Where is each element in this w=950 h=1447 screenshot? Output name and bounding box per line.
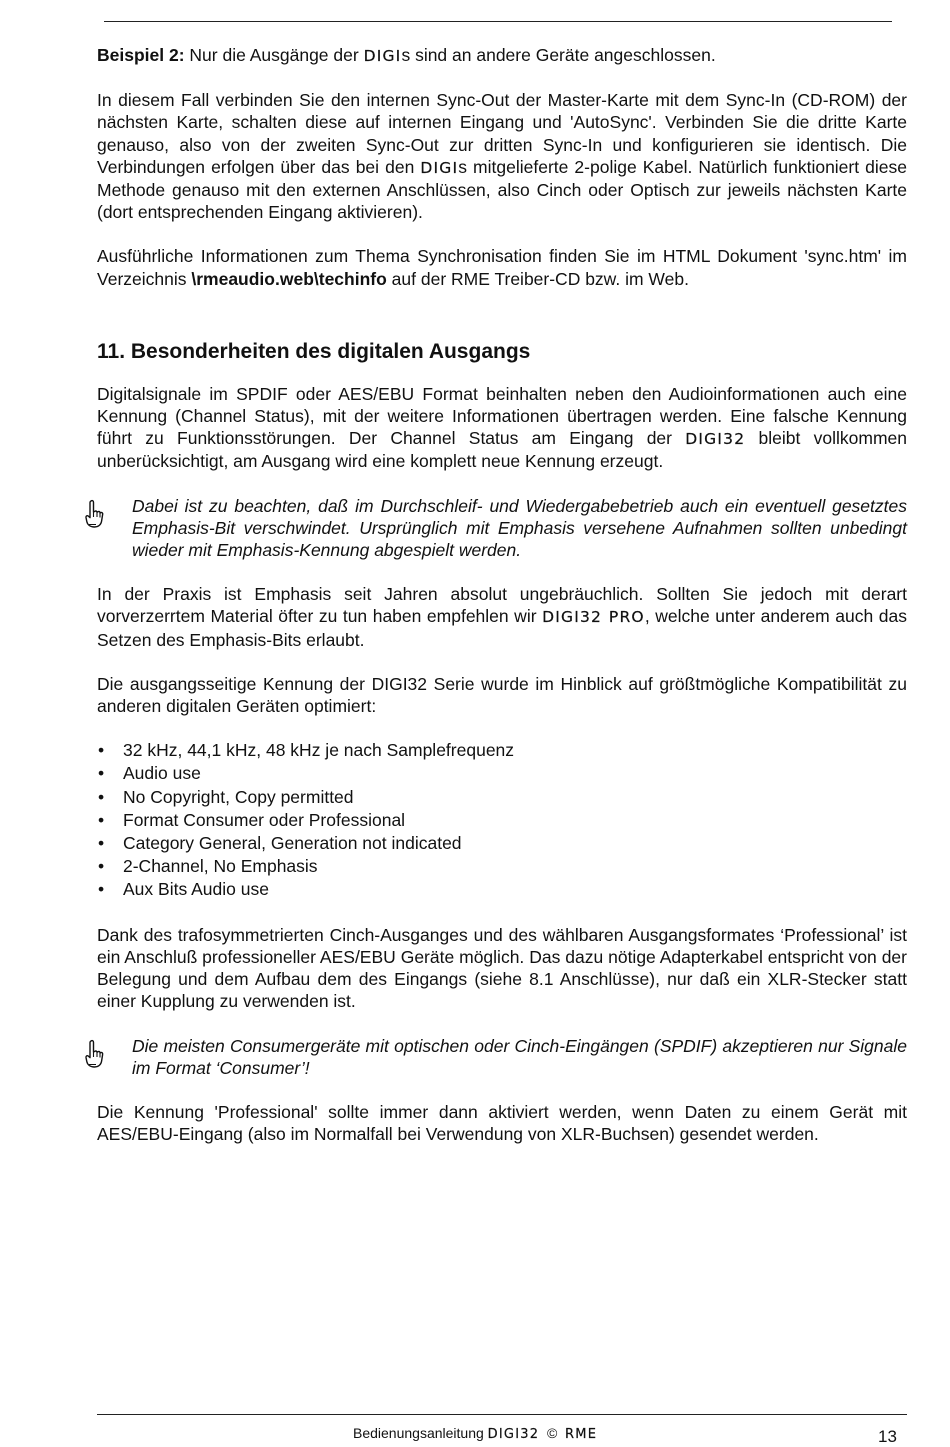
list-item <box>97 809 907 832</box>
techinfo-path: \rmeaudio.web\techinfo <box>191 268 387 289</box>
note-emphasis-text: Dabei ist zu beachten, daß im Durchschleif- und Wiedergabebetrieb auch ein eventuell gesetztes Emphasis-Bit verschwindet. Ursprünglich mit Emphasis versehene Aufnahmen sollten unbedingt wieder mit Emphasis-Kennung abgespielt werden. <box>132 495 907 561</box>
bullet-marker: • <box>98 856 105 877</box>
bullet-marker: • <box>98 833 105 854</box>
footer-rme-logo: RME <box>565 1427 598 1442</box>
digital-signals-paragraph: Digitalsignale im SPDIF oder AES/EBU Format beinhalten neben den Audioinformationen auch eine Kennung (Channel Status), mit der weitere Informationen übertragen werden. Eine falsche Kennung führt zu Funktionsstörungen. Der Channel Status am Eingang der DIGI32 bleibt vollkommen unberücksichtigt, am Ausgang wird eine komplett neue Kennung erzeugt. <box>97 383 908 472</box>
footer-title: Bedienungsanleitung DIGI32 © RME <box>353 1425 598 1442</box>
list-item-text: Audio use <box>123 763 201 784</box>
footer-digi32-logo: DIGI32 <box>487 1427 540 1442</box>
bullet-marker: • <box>98 786 105 807</box>
list-item <box>97 832 907 855</box>
digi-logo-text: DIGI <box>363 47 402 65</box>
list-item-text: 32 kHz, 44,1 kHz, 48 kHz je nach Samplefrequenz <box>123 740 515 761</box>
professional-paragraph: Dank des trafosymmetrierten Cinch-Ausganges und des wählbaren Ausgangsformates ‘Professional’ ist ein Anschluß professioneller AES/EBU Geräte möglich. Das dazu nötige Adapterkabel entspricht von der Belegung und dem Aufbau dem des Eingangs (siehe 8.1 Anschlüsse), nur daß ein XLR-Stecker statt einer Kupplung zu verwenden ist. <box>97 924 907 1012</box>
example-text-end: s sind an andere Geräte angeschlossen. <box>401 45 716 65</box>
list-item <box>97 786 907 809</box>
compatibility-paragraph: Die ausgangsseitige Kennung der DIGI32 Serie wurde im Hinblick auf größtmögliche Kompatibilität zu anderen digitalen Geräten optimiert: <box>97 673 907 717</box>
example-label: Beispiel 2: <box>97 45 185 65</box>
digi-logo-text: DIGI <box>420 158 459 177</box>
list-item <box>97 739 907 762</box>
channel-status-list <box>97 739 907 901</box>
section-heading: 11. Besonderheiten des digitalen Ausgangs <box>97 339 531 363</box>
list-item-text: Aux Bits Audio use <box>123 879 269 900</box>
bullet-marker: • <box>98 763 105 784</box>
list-item-text: 2-Channel, No Emphasis <box>123 856 318 877</box>
pointing-hand-icon <box>83 499 105 529</box>
list-item <box>97 762 907 785</box>
list-item <box>97 878 907 901</box>
info-paragraph: Ausführliche Informationen zum Thema Synchronisation finden Sie im HTML Dokument 'sync.htm' im Verzeichnis \rmeaudio.web\techinfo auf der RME Treiber-CD bzw. im Web. <box>97 246 907 289</box>
example-paragraph <box>97 44 907 67</box>
page-number: 13 <box>878 1427 897 1446</box>
footer-rule <box>97 1414 907 1415</box>
list-item-text: Category General, Generation not indicated <box>123 833 462 854</box>
list-item <box>97 855 907 878</box>
note-consumer-text: Die meisten Consumergeräte mit optischen oder Cinch-Eingängen (SPDIF) akzeptieren nur Signale im Format ‘Consumer’! <box>132 1035 907 1078</box>
note-emphasis <box>97 495 907 562</box>
header-rule <box>104 21 892 22</box>
list-item-text: No Copyright, Copy permitted <box>123 786 354 807</box>
bullet-marker: • <box>98 809 105 830</box>
emphasis-paragraph: In der Praxis ist Emphasis seit Jahren absolut ungebräuchlich. Sollten Sie jedoch mit derart vorverzerrtem Material öfter zu tun haben empfehlen wir DIGI32 PRO, welche unter anderem auch das Setzen des Emphasis-Bits erlaubt. <box>97 584 907 650</box>
digi32-pro-logo-text: DIGI32 PRO <box>542 608 645 627</box>
digi32-logo-text: DIGI32 <box>685 430 746 449</box>
note-consumer <box>97 1035 907 1079</box>
sync-paragraph: In diesem Fall verbinden Sie den internen Sync-Out der Master-Karte mit dem Sync-In (CD-ROM) der nächsten Karte, schalten diese auf internen Eingang und 'AutoSync'. Verbinden Sie die dritte Karte genauso, also von der zweiten Sync-Out zur dritten Sync-In und konfigurieren sie identisch. Die Verbindungen erfolgen über das bei den DIGIs mitgelieferte 2-polige Kabel. Natürlich funktioniert diese Methode genauso mit den externen Anschlüssen, also Cinch oder Optisch zur jeweils nächsten Karte (dort entsprechenden Eingang aktivieren). <box>97 90 907 223</box>
example-text: Nur die Ausgänge der <box>184 45 364 65</box>
page-content <box>97 44 907 1145</box>
list-item-text: Format Consumer oder Professional <box>123 809 406 830</box>
bullet-marker: • <box>98 740 105 761</box>
pointing-hand-icon <box>83 1039 105 1069</box>
aes-ebu-paragraph: Die Kennung 'Professional' sollte immer dann aktiviert werden, wenn Daten zu einem Gerät mit AES/EBU-Eingang (also im Normalfall bei Verwendung von XLR-Buchsen) gesendet werden. <box>97 1101 907 1145</box>
bullet-marker: • <box>98 879 105 900</box>
